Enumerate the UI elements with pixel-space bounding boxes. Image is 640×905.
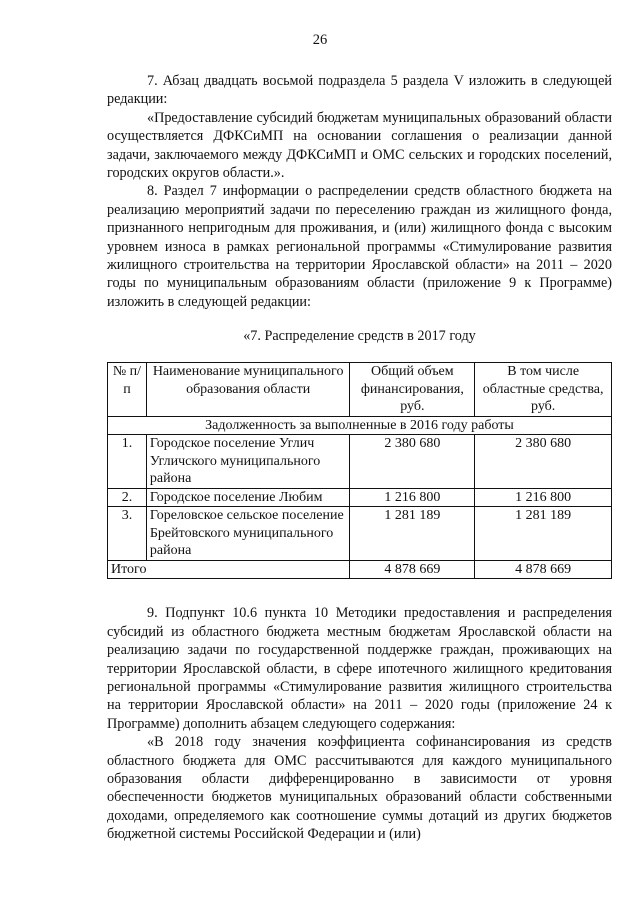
table-total-row	[108, 560, 612, 579]
table-title: «7. Распределение средств в 2017 году	[243, 328, 476, 345]
document-body	[107, 72, 612, 844]
paragraph-quote-2018: «В 2018 году значения коэффициента софинансирования из средств областного бюджета для ОМС рассчитываются для каждого муниципального образования области дифференцированно в зависимости от уровня обеспеченности бюджетов муниципальных образований области собственными доходами, определяемого как соотношение суммы дотаций из других бюджетов бюджетной системы Российской Федерации и (или)	[107, 734, 612, 843]
row-municipality: Городское поселение Любим	[146, 488, 350, 507]
table-row	[108, 488, 612, 507]
section-label: Задолженность за выполненные в 2016 году работы	[108, 416, 612, 435]
row-total: 1 216 800	[350, 488, 475, 507]
header-regional-funds: В том числе областные средства, руб.	[475, 363, 612, 417]
row-regional: 2 380 680	[475, 435, 612, 489]
table-section-row	[108, 416, 612, 435]
table-row	[108, 435, 612, 489]
row-num: 3.	[108, 507, 147, 561]
row-regional: 1 216 800	[475, 488, 612, 507]
row-total: 2 380 680	[350, 435, 475, 489]
table-row	[108, 507, 612, 561]
paragraph-quote-subsidies: «Предоставление субсидий бюджетам муниципальных образований области осуществляется ДФКСиМП на основании соглашения о реализации данной задачи, заключаемого между ДФКСиМП и ОМС сельских и городских поселений, городских округов области.».	[107, 109, 612, 182]
row-municipality: Городское поселение Углич Угличского муниципального района	[146, 435, 350, 489]
header-total-funding: Общий объем финансирования, руб.	[350, 363, 475, 417]
header-municipality: Наименование муниципального образования области	[146, 363, 350, 417]
row-num: 1.	[108, 435, 147, 489]
row-num: 2.	[108, 488, 147, 507]
row-regional: 1 281 189	[475, 507, 612, 561]
row-municipality: Гореловское сельское поселение Брейтовского муниципального района	[146, 507, 350, 561]
total-regional: 4 878 669	[475, 560, 612, 579]
total-label: Итого	[108, 560, 350, 579]
table-header-row	[108, 363, 612, 417]
total-sum: 4 878 669	[350, 560, 475, 579]
allocation-table	[107, 362, 612, 579]
paragraph-8: 8. Раздел 7 информации о распределении средств областного бюджета на реализацию мероприятий задачи по переселению граждан из жилищного фонда, признанного непригодным для проживания, и (или) жилищного фонда с высоким уровнем износа в рамках региональной программы «Стимулирование развития жилищного строительства на территории Ярославской области» на 2011 – 2020 годы по муниципальным образованиям области (приложение 9 к Программе) изложить в следующей редакции:	[107, 183, 612, 310]
paragraph-9: 9. Подпункт 10.6 пункта 10 Методики предоставления и распределения субсидий из областного бюджета местным бюджетам Ярославской области на реализацию задачи по государственной поддержке граждан, проживающих на территории Ярославской области, в сфере ипотечного жилищного кредитования региональной программы «Стимулирование развития жилищного строительства на территории Ярославской области» на 2011 – 2020 годы (приложение 24 к Программе) дополнить абзацем следующего содержания:	[107, 605, 612, 732]
paragraph-7: 7. Абзац двадцать восьмой подраздела 5 раздела V изложить в следующей редакции:	[107, 73, 612, 108]
row-total: 1 281 189	[350, 507, 475, 561]
header-num: № п/п	[108, 363, 147, 417]
page-number: 26	[312, 32, 328, 48]
